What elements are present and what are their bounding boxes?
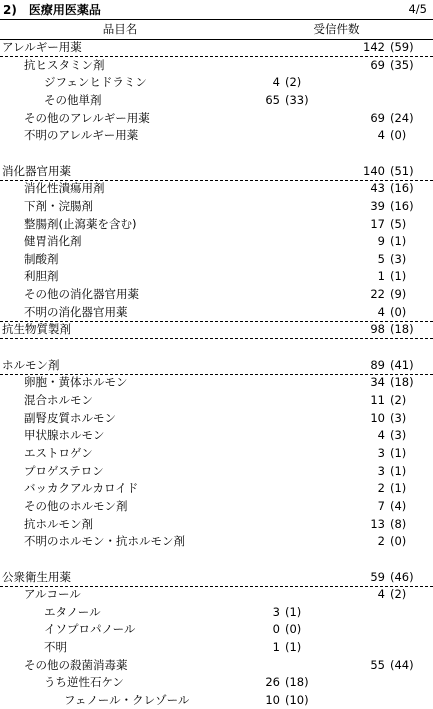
table-row bbox=[0, 605, 433, 621]
report-count: 98 bbox=[370, 322, 385, 337]
category-row bbox=[0, 322, 433, 339]
item-name: ジフェンヒドラミン bbox=[44, 75, 147, 90]
table-row bbox=[0, 111, 433, 127]
report-subcount: (1) bbox=[390, 445, 407, 460]
item-name: その他の殺菌消毒薬 bbox=[24, 657, 128, 672]
table-row bbox=[0, 587, 433, 603]
report-count: 65 bbox=[265, 92, 280, 107]
report-subcount: (59) bbox=[390, 40, 414, 54]
table-row bbox=[0, 499, 433, 515]
report-subcount: (24) bbox=[390, 110, 414, 125]
item-name: バッカクアルカロイド bbox=[24, 481, 139, 496]
report-count: 0 bbox=[272, 622, 280, 637]
table-row bbox=[0, 58, 433, 74]
table-row bbox=[0, 693, 433, 709]
table-row bbox=[0, 393, 433, 409]
table-row bbox=[0, 622, 433, 638]
report-count: 89 bbox=[370, 357, 385, 372]
table-row bbox=[0, 252, 433, 268]
item-name: 公衆衛生用薬 bbox=[2, 569, 71, 584]
report-subcount: (44) bbox=[390, 657, 414, 672]
report-table-body bbox=[0, 40, 433, 708]
report-count: 34 bbox=[370, 375, 385, 390]
spacer-row bbox=[0, 552, 433, 568]
spacer-row bbox=[0, 146, 433, 162]
report-count: 2 bbox=[377, 481, 385, 496]
report-count: 59 bbox=[370, 569, 385, 584]
item-name: その他単剤 bbox=[44, 92, 102, 107]
report-subcount: (33) bbox=[285, 92, 309, 107]
report-count: 39 bbox=[370, 198, 385, 213]
report-subcount: (10) bbox=[285, 693, 309, 708]
page-header bbox=[0, 0, 433, 18]
item-name: 不明のホルモン・抗ホルモン剤 bbox=[24, 534, 185, 549]
report-count: 1 bbox=[377, 269, 385, 284]
report-count: 22 bbox=[370, 287, 385, 302]
table-row bbox=[0, 675, 433, 691]
report-count: 10 bbox=[265, 693, 280, 708]
table-row bbox=[0, 234, 433, 250]
table-row bbox=[0, 305, 433, 322]
item-name: 下剤・浣腸剤 bbox=[24, 198, 93, 213]
report-subcount: (3) bbox=[390, 428, 407, 443]
table-row bbox=[0, 534, 433, 550]
item-name: その他の消化器官用薬 bbox=[24, 287, 139, 302]
report-subcount: (3) bbox=[390, 251, 407, 266]
item-name: イソプロパノール bbox=[44, 622, 136, 637]
item-name: 抗ヒスタミン剤 bbox=[24, 57, 105, 72]
report-count: 69 bbox=[370, 57, 385, 72]
item-name: うち逆性石ケン bbox=[44, 675, 124, 690]
report-count: 1 bbox=[272, 640, 280, 655]
report-count: 69 bbox=[370, 110, 385, 125]
report-count: 11 bbox=[370, 393, 385, 407]
table-row bbox=[0, 217, 433, 233]
table-row bbox=[0, 464, 433, 480]
table-row bbox=[0, 181, 433, 197]
table-row bbox=[0, 75, 433, 91]
item-name: 不明 bbox=[44, 640, 67, 655]
category-row bbox=[0, 570, 433, 587]
item-name: 制酸剤 bbox=[24, 251, 59, 266]
item-name: 卵胞・黄体ホルモン bbox=[24, 375, 128, 390]
report-subcount: (18) bbox=[285, 675, 309, 690]
column-header-item: 品目名 bbox=[102, 22, 138, 36]
item-name: その他のホルモン剤 bbox=[24, 498, 128, 513]
report-subcount: (8) bbox=[390, 516, 407, 531]
item-name: アルコール bbox=[24, 587, 81, 602]
item-name: 副腎皮質ホルモン bbox=[24, 410, 116, 425]
report-subcount: (16) bbox=[390, 181, 414, 196]
table-row bbox=[0, 517, 433, 533]
item-name: エタノール bbox=[44, 604, 101, 619]
report-count: 4 bbox=[377, 304, 385, 319]
report-count: 4 bbox=[377, 128, 385, 143]
report-subcount: (1) bbox=[390, 269, 407, 284]
item-name: 利胆剤 bbox=[24, 269, 59, 284]
report-count: 55 bbox=[370, 657, 385, 672]
table-row bbox=[0, 658, 433, 674]
item-name: 整腸剤(止瀉薬を含む) bbox=[24, 216, 137, 231]
report-subcount: (1) bbox=[285, 640, 302, 655]
table-row bbox=[0, 287, 433, 303]
item-name: プロゲステロン bbox=[24, 463, 104, 478]
report-subcount: (35) bbox=[390, 57, 414, 72]
item-name: 抗ホルモン剤 bbox=[24, 516, 93, 531]
report-subcount: (0) bbox=[390, 304, 407, 319]
table-row bbox=[0, 411, 433, 427]
report-subcount: (1) bbox=[390, 234, 407, 249]
report-subcount: (51) bbox=[390, 163, 414, 178]
report-count: 9 bbox=[377, 234, 385, 249]
report-count: 3 bbox=[272, 604, 280, 619]
table-row bbox=[0, 481, 433, 497]
item-name: エストロゲン bbox=[24, 445, 93, 460]
item-name: 抗生物質製剤 bbox=[2, 322, 71, 337]
category-row bbox=[0, 358, 433, 375]
report-subcount: (0) bbox=[285, 622, 302, 637]
spacer-row bbox=[0, 340, 433, 356]
report-count: 10 bbox=[370, 410, 385, 425]
report-subcount: (18) bbox=[390, 375, 414, 390]
report-subcount: (2) bbox=[285, 75, 302, 90]
report-subcount: (1) bbox=[390, 463, 407, 478]
item-name: 不明のアレルギー用薬 bbox=[24, 128, 139, 143]
column-header-count: 受信件数 bbox=[313, 22, 360, 36]
report-subcount: (2) bbox=[390, 587, 407, 602]
report-subcount: (1) bbox=[390, 481, 407, 496]
page-number: 4/5 bbox=[408, 2, 427, 16]
report-subcount: (0) bbox=[390, 128, 407, 143]
report-count: 3 bbox=[377, 445, 385, 460]
table-row bbox=[0, 199, 433, 215]
table-row bbox=[0, 269, 433, 285]
report-subcount: (9) bbox=[390, 287, 407, 302]
report-count: 3 bbox=[377, 463, 385, 478]
report-count: 26 bbox=[265, 675, 280, 690]
report-count: 140 bbox=[363, 163, 385, 178]
report-subcount: (46) bbox=[390, 569, 414, 584]
report-count: 13 bbox=[370, 516, 385, 531]
category-row bbox=[0, 40, 433, 57]
report-count: 142 bbox=[363, 40, 385, 54]
report-subcount: (18) bbox=[390, 322, 414, 337]
table-row bbox=[0, 446, 433, 462]
report-count: 7 bbox=[377, 498, 385, 513]
item-name: その他のアレルギー用薬 bbox=[24, 110, 150, 125]
report-count: 5 bbox=[377, 251, 385, 266]
item-name: フェノール・クレゾール bbox=[64, 693, 190, 708]
table-row bbox=[0, 428, 433, 444]
report-subcount: (5) bbox=[390, 216, 407, 231]
item-name: 不明の消化器官用薬 bbox=[24, 304, 128, 319]
section-title: 2) 医療用医薬品 bbox=[3, 3, 101, 17]
table-row bbox=[0, 93, 433, 109]
report-subcount: (4) bbox=[390, 498, 407, 513]
item-name: 甲状腺ホルモン bbox=[24, 428, 105, 443]
report-count: 4 bbox=[272, 75, 280, 90]
category-row bbox=[0, 164, 433, 181]
report-count: 2 bbox=[377, 534, 385, 549]
report-subcount: (2) bbox=[390, 393, 407, 407]
report-subcount: (16) bbox=[390, 198, 414, 213]
report-subcount: (0) bbox=[390, 534, 407, 549]
item-name: 健胃消化剤 bbox=[24, 234, 82, 249]
report-count: 17 bbox=[370, 216, 385, 231]
report-count: 43 bbox=[370, 181, 385, 196]
report-subcount: (41) bbox=[390, 357, 414, 372]
item-name: 消化性潰瘍用剤 bbox=[24, 181, 105, 196]
report-count: 4 bbox=[377, 428, 385, 443]
report-subcount: (1) bbox=[285, 604, 302, 619]
report-count: 4 bbox=[377, 587, 385, 602]
item-name: ホルモン剤 bbox=[2, 357, 60, 372]
table-row bbox=[0, 375, 433, 391]
item-name: 混合ホルモン bbox=[24, 393, 93, 407]
report-subcount: (3) bbox=[390, 410, 407, 425]
table-row bbox=[0, 640, 433, 656]
table-row bbox=[0, 128, 433, 144]
column-header-row bbox=[0, 19, 433, 40]
item-name: アレルギー用薬 bbox=[2, 40, 82, 54]
item-name: 消化器官用薬 bbox=[2, 163, 71, 178]
